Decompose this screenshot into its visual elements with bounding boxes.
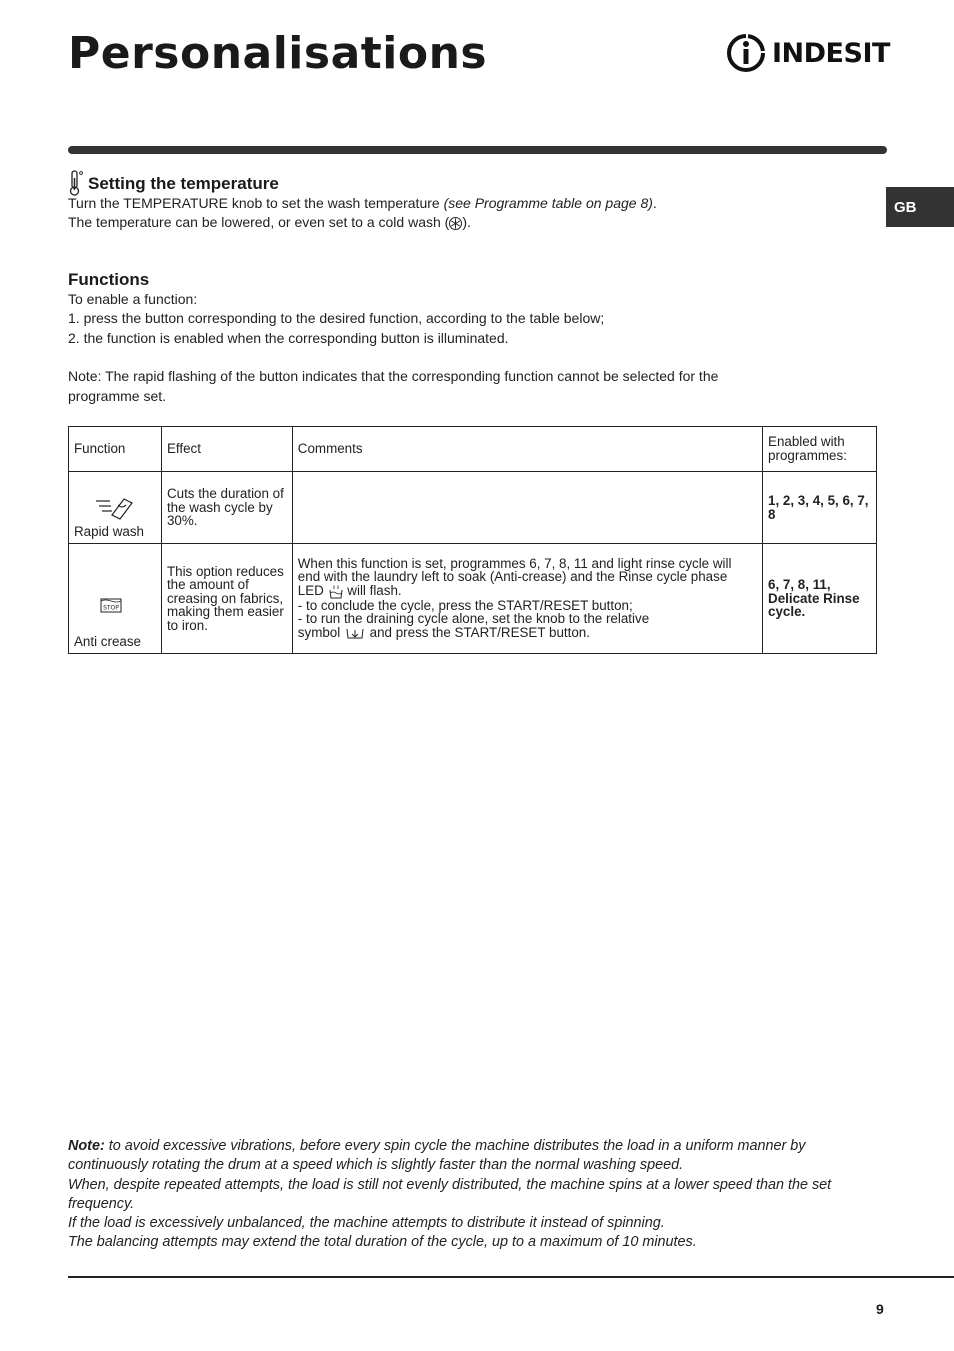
temperature-line-2 [68, 213, 848, 232]
temperature-line-2-b: ). [462, 214, 471, 231]
header-function: Function [69, 427, 162, 472]
stop-tub-icon [100, 597, 122, 613]
brand-logo [726, 33, 890, 73]
functions-note-line-1: Note: The rapid flashing of the button indicates that the corresponding function cannot be selected for the [68, 368, 719, 385]
page-title: Personalisations [68, 28, 488, 79]
thermometer-icon [68, 170, 84, 196]
anti-crease-label: Anti crease [74, 634, 141, 650]
anti-crease-comment-1: When this function is set, programmes 6, 7, 8, 11 and light rinse cycle will end with the laundry left to soak (Anti-crease) and the Rinse cycle phase [297, 555, 732, 585]
brand-name: INDESIT [772, 37, 890, 69]
rapid-wash-icon [94, 495, 134, 521]
temperature-text [68, 194, 848, 233]
note-paragraph-3: If the load is excessively unbalanced, the machine attempts to distribute it instead of spinning. [68, 1215, 665, 1232]
section-divider [68, 146, 887, 154]
anti-crease-comment-2 [298, 584, 757, 598]
functions-table [68, 426, 877, 654]
anti-crease-effect: This option reduces the amount of creasing on fabrics, making them easier to iron. [161, 544, 292, 654]
note-paragraph-1 [68, 1137, 880, 1176]
balancing-note [68, 1137, 880, 1253]
page-number: 9 [876, 1301, 884, 1317]
footer-divider [68, 1276, 954, 1278]
anti-crease-comments [292, 544, 762, 654]
led-label: LED [297, 583, 328, 599]
header-enabled: Enabled with programmes: [763, 427, 877, 472]
led-flash-text: will flash. [343, 583, 402, 599]
anti-crease-cell [69, 544, 162, 654]
drain-icon [344, 626, 366, 640]
rapid-wash-label: Rapid wash [74, 524, 144, 540]
functions-text [68, 290, 858, 406]
temperature-heading: Setting the temperature [88, 174, 279, 193]
symbol-action-text: and press the START/RESET button. [365, 624, 590, 640]
anti-crease-enabled: 6, 7, 8, 11, Delicate Rinse cycle. [763, 544, 877, 654]
rapid-wash-effect: Cuts the duration of the wash cycle by 30%. [161, 472, 292, 544]
functions-note-line-2: programme set. [68, 387, 167, 404]
rinse-icon [328, 585, 344, 599]
rapid-wash-cell [69, 472, 162, 544]
brand-logo-icon [726, 33, 766, 73]
note-paragraph-4: The balancing attempts may extend the total duration of the cycle, up to a maximum of 10 minutes. [68, 1234, 697, 1251]
snowflake-icon [449, 217, 462, 230]
table-header-row [69, 427, 877, 472]
rapid-wash-comments [292, 472, 762, 544]
temperature-line-2-a: The temperature can be lowered, or even set to a cold wash ( [68, 214, 450, 231]
note-text-1: to avoid excessive vibrations, before every spin cycle the machine distributes the load in a uniform manner by continuously rotating the drum at a speed which is slightly faster than the normal washing speed. [68, 1138, 806, 1174]
functions-step-2: 2. the function is enabled when the corresponding button is illuminated. [68, 329, 509, 346]
table-row [69, 472, 877, 544]
language-tab-label: GB [894, 198, 917, 216]
functions-heading: Functions [68, 270, 150, 289]
anti-crease-comment-4: - to run the draining cycle alone, set the knob to the relative [297, 611, 650, 627]
temperature-page-ref: (see Programme table on page 8) [443, 195, 653, 211]
functions-intro: To enable a function: [68, 291, 198, 307]
language-tab [886, 187, 954, 227]
functions-step-1: 1. press the button corresponding to the desired function, according to the table below; [68, 310, 605, 327]
header-comments: Comments [292, 427, 762, 472]
note-label: Note: [68, 1138, 105, 1154]
temperature-line-1-a: Turn the TEMPERATURE knob to set the wash temperature [68, 195, 444, 211]
symbol-label: symbol [297, 624, 344, 640]
table-row [69, 544, 877, 654]
anti-crease-comment-3: - to conclude the cycle, press the START/RESET button; [297, 597, 633, 613]
header-effect: Effect [161, 427, 292, 472]
temperature-line-1-b: . [652, 195, 657, 211]
anti-crease-comment-5 [298, 626, 757, 640]
note-paragraph-2: When, despite repeated attempts, the load is still not evenly distributed, the machine spins at a lower speed than the set frequency. [68, 1176, 832, 1212]
svg-text:STOP: STOP [103, 604, 119, 612]
rapid-wash-enabled: 1, 2, 3, 4, 5, 6, 7, 8 [763, 472, 877, 544]
temperature-line-1 [68, 194, 848, 213]
